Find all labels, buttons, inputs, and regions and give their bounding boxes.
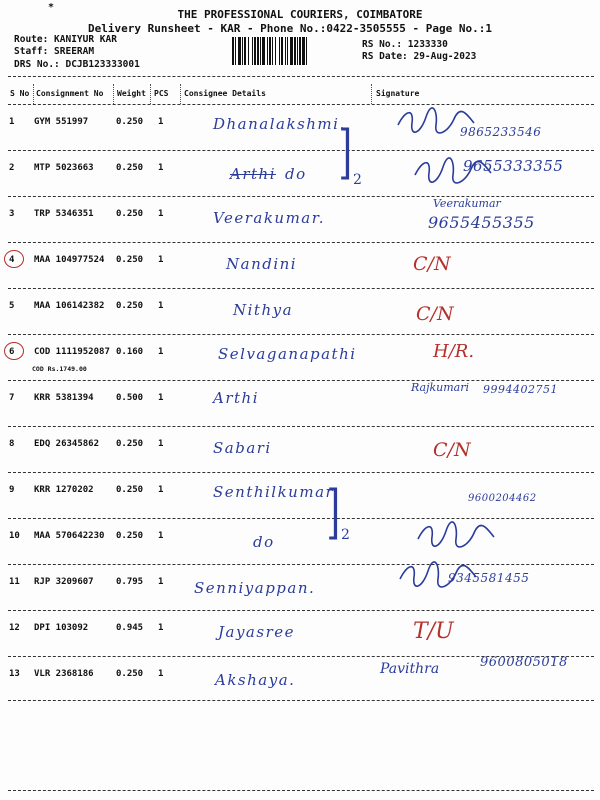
serial-number: 8: [9, 439, 15, 449]
consignee-name: Nithya: [233, 301, 294, 319]
pcs-value: 1: [158, 209, 164, 219]
consignment-number: KRR 1270202: [34, 485, 94, 495]
signature-phone: 9994402751: [483, 383, 558, 396]
consignment-number: KRR 5381394: [34, 393, 94, 403]
signature-text: C/N: [433, 439, 471, 461]
header-divider: [8, 76, 594, 77]
serial-number: 11: [9, 577, 20, 587]
table-row: [8, 610, 594, 657]
group-bracket: ]: [338, 118, 353, 186]
signature-phone: 9655333355: [463, 157, 564, 175]
consignment-number: VLR 2368186: [34, 669, 94, 679]
group-bracket: ]: [326, 478, 341, 546]
weight-value: 0.250: [116, 485, 144, 495]
signature-stroke: [418, 522, 494, 547]
signature-phone: 9345581455: [448, 571, 530, 585]
signature-text: T/U: [413, 619, 454, 644]
weight-value: 0.250: [116, 301, 144, 311]
serial-number: 12: [9, 623, 20, 633]
serial-number: 9: [9, 485, 15, 495]
serial-number: 10: [9, 531, 20, 541]
serial-number: 6: [9, 347, 15, 357]
weight-value: 0.795: [116, 577, 144, 587]
pcs-value: 1: [158, 669, 164, 679]
route-label: Route: KANIYUR KAR: [14, 34, 117, 45]
consignment-number: MTP 5023663: [34, 163, 94, 173]
group-count-mark: 2: [353, 172, 362, 188]
table-row: [8, 104, 594, 151]
weight-value: 0.250: [116, 669, 144, 679]
signature-phone: 9865233546: [460, 125, 542, 139]
signature-phone: 9655455355: [428, 213, 535, 232]
column-header-pcs: PCS: [154, 89, 169, 98]
drs-number: DRS No.: DCJB123333001: [14, 59, 140, 70]
weight-value: 0.250: [116, 439, 144, 449]
consignment-number: TRP 5346351: [34, 209, 94, 219]
rs-date: RS Date: 29-Aug-2023: [362, 51, 477, 62]
pcs-value: 1: [158, 163, 164, 173]
column-header-signature: Signature: [376, 89, 420, 98]
company-title: THE PROFESSIONAL COURIERS, COIMBATORE: [177, 8, 423, 21]
pcs-value: 1: [158, 301, 164, 311]
weight-value: 0.250: [116, 117, 144, 127]
column-header-sno: S No: [10, 89, 30, 98]
weight-value: 0.160: [116, 347, 144, 357]
signature-text: H/R.: [433, 341, 475, 362]
column-header-consignee: Consignee Details: [184, 89, 266, 98]
signature-text: Pavithra: [380, 661, 440, 677]
consignee-name: Arthi: [213, 389, 259, 407]
serial-number: 5: [9, 301, 15, 311]
table-row: [8, 472, 594, 519]
serial-number: 3: [9, 209, 15, 219]
signature-text: C/N: [416, 303, 454, 325]
pcs-value: 1: [158, 393, 164, 403]
rs-number: RS No.: 1233330: [362, 39, 448, 50]
consignee-name: Senthilkumar: [213, 483, 335, 501]
group-count-mark: 2: [341, 527, 350, 543]
consignee-name: Veerakumar.: [213, 209, 326, 227]
signature-text: Veerakumar: [433, 197, 501, 210]
consignment-number: MAA 570642230: [34, 531, 105, 541]
pcs-value: 1: [158, 531, 164, 541]
corner-mark: *: [48, 2, 55, 13]
weight-value: 0.500: [116, 393, 144, 403]
consignee-name: Akshaya.: [215, 671, 296, 689]
pcs-value: 1: [158, 255, 164, 265]
pcs-value: 1: [158, 577, 164, 587]
page-bottom-divider: [8, 790, 594, 791]
consignment-number: DPI 103092: [34, 623, 89, 633]
table-row: [8, 334, 594, 381]
barcode: [232, 37, 357, 65]
signature-text: Rajkumari: [411, 381, 470, 394]
column-header-consignment: Consignment No: [36, 89, 104, 98]
weight-value: 0.250: [116, 531, 144, 541]
consignment-number: EDQ 26345862: [34, 439, 100, 449]
weight-value: 0.250: [116, 209, 144, 219]
consignee-name: do: [285, 165, 307, 183]
pcs-value: 1: [158, 117, 164, 127]
pcs-value: 1: [158, 439, 164, 449]
table-row: [8, 380, 594, 427]
weight-value: 0.250: [116, 255, 144, 265]
column-divider: [371, 84, 372, 104]
signature-phone: 9600805018: [480, 655, 568, 670]
table-row: [8, 150, 594, 197]
pcs-value: 1: [158, 347, 164, 357]
column-divider: [113, 84, 114, 104]
column-divider: [150, 84, 151, 104]
consignment-number: RJP 3209607: [34, 577, 94, 587]
serial-number: 2: [9, 163, 15, 173]
table-row: [8, 518, 594, 565]
column-header-weight: Weight: [117, 89, 146, 98]
serial-number: 13: [9, 669, 20, 679]
consignee-name: Nandini: [226, 255, 298, 273]
runsheet-subtitle: Delivery Runsheet - KAR - Phone No.:0422-3505555 - Page No.:1: [88, 22, 492, 35]
table-bottom-divider: [8, 700, 594, 701]
consignee-name: do: [253, 533, 275, 551]
column-divider: [33, 84, 34, 104]
table-row: [8, 288, 594, 335]
consignee-name: Selvaganapathi: [218, 345, 357, 363]
consignment-number: MAA 106142382: [34, 301, 105, 311]
pcs-value: 1: [158, 485, 164, 495]
consignee-name: Dhanalakshmi.: [213, 115, 346, 133]
table-row: [8, 426, 594, 473]
consignment-number: MAA 104977524: [34, 255, 105, 265]
consignment-number: GYM 551997: [34, 117, 89, 127]
serial-number: 7: [9, 393, 15, 403]
consignee-name: Senniyappan.: [194, 579, 316, 597]
weight-value: 0.945: [116, 623, 144, 633]
table-row: [8, 196, 594, 243]
signature-phone: 9600204462: [468, 493, 537, 504]
consignee-struck-name: Arthi: [230, 165, 276, 183]
staff-label: Staff: SREERAM: [14, 46, 95, 57]
column-divider: [180, 84, 181, 104]
signature-text: C/N: [413, 253, 451, 275]
pcs-value: 1: [158, 623, 164, 633]
cod-amount: COD Rs.1749.00: [32, 365, 87, 373]
consignee-name: Jayasree: [218, 623, 295, 641]
weight-value: 0.250: [116, 163, 144, 173]
serial-number: 1: [9, 117, 15, 127]
table-row: [8, 242, 594, 289]
consignment-number: COD 1111952087: [34, 347, 110, 357]
table-row: [8, 564, 594, 611]
consignee-name: Sabari: [213, 439, 272, 457]
signature-scribble: [416, 521, 496, 551]
table-row: [8, 656, 594, 703]
serial-number: 4: [9, 255, 15, 265]
